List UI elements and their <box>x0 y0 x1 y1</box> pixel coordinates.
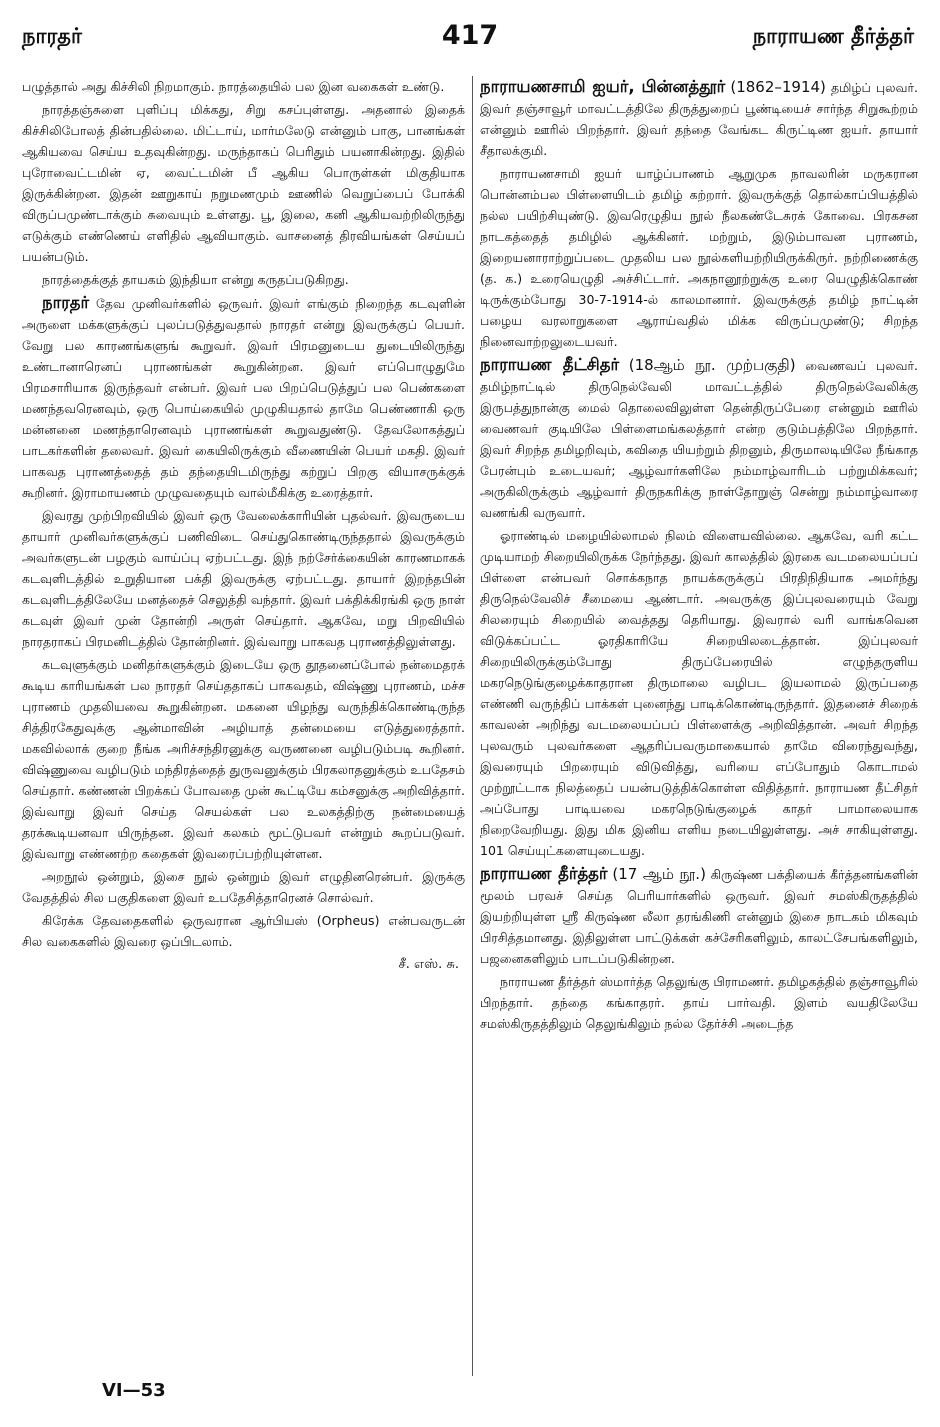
page-number: 417 <box>441 20 499 51</box>
entry-heading: நாராயண தீட்சிதர் <box>480 355 620 374</box>
entry-dates: (18ஆம் நூ. முற்பகுதி) <box>628 356 796 374</box>
entry-narayana-tirthar <box>480 863 918 1034</box>
entry-dates: (1862–1914) <box>730 78 826 96</box>
paragraph: இவரது முற்பிறவியில் இவர் ஒரு வேலைக்காரியின் புதல்வர். இவருடைய தாயார் முனிவர்களுக்குப் பணிவிடை செய்துகொண்டிருந்ததால் இவருக்கும் அவர்களுடன் பழகும் வாய்ப்பு ஏற்பட்டது. இந் நற்சேர்க்கையின் காரணமாகக் கடவுளிடத்தில் உறுதியான பக்தி இவருக்கு ஏற்பட்டது. தாயார் இறந்தபின் கடவுளிடத்திலேயே மனத்தைச் செலுத்தி வந்தார். இவர் பக்திக்கிரங்கி ஒரு நாள் கடவுள் இவர் முன் தோன்றி அருள் செய்தார். ஆகவே, மறு பிறவியில் நாரதராகப் பிரமனிடத்தில் தோன்றினர். இவ்வாறு பாகவத புராணத்திலுள்ளது. <box>22 508 465 649</box>
paragraph: ஓராண்டில் மழையில்லாமல் நிலம் விளையவில்லை. ஆகவே, வரி கட்ட முடியாமற் சிறையிலிருக்க நேர்ந்தது. இவர் காலத்தில் இரகை வடமலையப்பப் பிள்ளை என்பவர் சொக்கநாத நாயக்கருக்குப் பிரதிநிதியாக அமர்ந்து திருநெல்வேலிச் சீமையை ஆண்டார். அவருக்கு இப்புலவரையும் வேறு சிலரையும் சிறையில் வைத்தது தெரியாது. இவரால் வரி வாங்கவென விடுக்கப்பட்ட ஓரதிகாரியே சிறையிலடைத்தான். இப்புலவர் சிறையிலிருக்கும்போது திருப்பேரையில் எழுந்தருளிய மகரநெடுங்குழைக்காதரான திருமாலை வழிபட இயலாமல் இருப்பதை எண்ணி வருந்திப் பாக்கள் புனைந்து பாடிக்கொண்டிருந்தார். இதனைச் சிறைக் காவலன் அறிந்து வடமலையப்பப் பிள்ளைக்கு அறிவித்தான். அவர் சிறந்த புலவரும் புலவர்களை ஆதரிப்பவருமாகையால் தாமே விரைந்துவந்து, இவரையும் பிறரையும் விடுவித்து, வரியை எப்போதும் கொடாமல் முற்றூட்டாக நிலத்தைப் பயன்படுத்திக்கொள்ள விதித்தார். நாராயண தீட்சிதர் அப்போது பாடியவை மகரநெடுங்குழைக் காதர் பாமாலையாக நிறைவேறியது. இது மிக இனிய எளிய நடையிலுள்ளது. அச் சாகியுள்ளது. 101 செய்யுட்களையுடையது. <box>480 528 918 858</box>
entry-text: வைணவப் புலவர். தமிழ்நாட்டில் திருநெல்வேலி மாவட்டத்தில் திருநெல்வேலிக்கு இருபத்துநான்கு மைல் தொலைவிலுள்ள தென்திருப்பேரை என்னும் ஊரில் வைணவர் குடியிலே பிள்ளைமங்கலத்தார் என்ற குடும்பத்திலே பிறந்தார். இவர் சிறந்த தமிழறிவும், கவிதை யியற்றும் திறனும், திருமாலடியிலே நீங்காத பேரன்பும் உடையவர்; ஆழ்வார்களிலே நம்மாழ்வாரிடம் பற்றுமிக்கவர்; அருகிலிருக்கும் ஆழ்வார் திருநகரிக்கு நாள்தோறுஞ் சென்று நம்மாழ்வாரை வணங்கி வருவார். <box>480 358 918 520</box>
right-column <box>480 76 918 1386</box>
entry-narayanasami-iyer <box>480 76 918 352</box>
entry-text: தேவ முனிவர்களில் ஒருவர். இவர் எங்கும் நிறைந்த கடவுளின் அருளை மக்களுக்குப் புலப்படுத்துவதால் நாரதர் என்று இவருக்குப் பெயர். வேறு பல காரணங்களுங் கூறுவர். இவர் பிரமனுடைய துடையிலிருந்து உண்டானாரெனப் புராணங்கள் கூறுகின்றன. இவர் எப்பொழுதுமே பிரமசாரியாக இருந்தவர் என்பர். இவர் பல பிறப்பெடுத்துப் பல பெண்களை மணந்தவரெனவும், ஒரு பொய்கையில் முழுகியதால் தாமே பெண்ணாகி ஒரு மன்னனை மணந்தாரெனவும் புராணங்கள் கூறுவதுண்டு. தேவலோகத்துப் பாடகர்களின் தலைவர். இவர் கையிலிருக்கும் வீணையின் பெயர் மகதி. இவர் பாகவத புராணத்தைத் தம் தந்தையிடமிருந்து கற்றுப் பிறகு வியாசருக்குக் கூறினர். இராமாயணம் முழுவதையும் வால்மீகிக்கு உரைத்தார். <box>22 296 465 500</box>
entry-paragraph <box>22 292 465 503</box>
entry-heading: நாராயணசாமி ஐயர், பின்னத்தூர் <box>480 77 726 96</box>
left-column <box>22 76 465 1386</box>
entry-paragraph <box>480 863 918 969</box>
author-signature: சீ. எஸ். சு. <box>398 957 459 972</box>
paragraph: கிரேக்க தேவதைகளில் ஒருவரான ஆர்பியஸ் (Orpheus) என்பவருடன் சில வகைகளில் இவரை ஒப்பிடலாம். <box>22 913 465 949</box>
paragraph: நாரத்தஞ்சுளை புளிப்பு மிக்கது, சிறு கசப்புள்ளது. அதனால் இதைக் கிச்சிலிபோலத் தின்பதில்லை. மிட்டாய், மார்மலேடு என்னும் பாகு, பானங்கள் ஆகியவை செய்ய உதவுகின்றது. மருந்தாகப் பெரிதும் பயனாகின்றது. இதில் புரோவைட்டமின் ஏ, வைட்டமின் பீ ஆகிய பொருள்கள் மிகுதியாக இருக்கின்றன. இதன் ஊறுகாய் நறுமணமும் ஊணில் வெறுப்பைப் போக்கி விருப்பமுண்டாக்கும் சுவையும் உள்ளது. பூ, இலை, கனி ஆகியவற்றிலிருந்து எடுக்கும் எண்ணெய் எளிதில் ஆவியாகும். வாசனைத் திரவியங்கள் செய்யப் பயன்படும். <box>22 102 465 264</box>
volume-page-mark: VI—53 <box>102 1380 166 1401</box>
entry-paragraph <box>480 354 918 523</box>
running-head-right: நாராயண தீர்த்தர் <box>752 24 914 48</box>
entry-paragraph <box>480 76 918 161</box>
entry-dates: (17 ஆம் நூ.) <box>612 865 706 883</box>
column-divider <box>472 76 473 1376</box>
entry-text: தமிழ்ப் புலவர். இவர் தஞ்சாவூர் மாவட்டத்திலே திருத்துறைப் பூண்டியைச் சார்ந்த சிறுகூற்றம் என்னும் ஊரில் பிறந்தார். இவர் தந்தை வேங்கட கிருட்டிண ஐயர். தாயார் சீதாலக்குமி. <box>480 80 918 158</box>
paragraph: கடவுளுக்கும் மனிதர்களுக்கும் இடையே ஒரு தூதனைப்போல் நன்மைதரக் கூடிய காரியங்கள் பல நாரதர் செய்ததாகப் பாகவதம், விஷ்ணு புராணம், மச்ச புராணம் முதலியவை கூறுகின்றன. மகனை யிழந்து வருந்திக்கொண்டிருந்த சித்திரகேதுவுக்கு ஆன்மாவின் அழியாத் தன்மையை எடுத்துரைத்தார். மகவில்லாக் குறை நீங்க அரிச்சந்திரனுக்கு வருணனை வழிபடும்படி கூறினர். விஷ்ணுவை வழிபடும் மந்திரத்தைத் துருவனுக்கும் பிரகலாதனுக்கும் உபதேசம் செய்தார். கண்ணன் பிறக்கப் போவதை முன் கூட்டியே கம்சனுக்கு அறிவித்தார். இவ்வாறு இவர் செய்த செயல்கள் பல உலகத்திற்கு நன்மையைத் தரக்கூடியனவா யிருந்தன. இவர் கலகம் மூட்டுபவர் என்றும் கூறப்படுவர். இவ்வாறு எண்ணற்ற கதைகள் இவரைப்பற்றியுள்ளன. <box>22 657 465 861</box>
entry-heading: நாரதர் <box>42 293 90 312</box>
entry-narathar <box>22 292 465 975</box>
running-head-left: நாரதர் <box>22 24 82 48</box>
paragraph: நாராயண தீர்த்தர் ஸ்மார்த்த தெலுங்கு பிராமணர். தமிழகத்தில் தஞ்சாவூரில் பிறந்தார். தந்தை கங்காதரர். தாய் பார்வதி. இளம் வயதிலேயே சமஸ்கிருதத்திலும் தெலுங்கிலும் நல்ல தேர்ச்சி அடைந்த <box>480 974 918 1031</box>
entry-heading: நாராயண தீர்த்தர் <box>480 864 608 883</box>
paragraph: நாராயணசாமி ஐயர் யாழ்ப்பாணம் ஆறுமுக நாவலரின் மருகரான பொன்னம்பல பிள்ளையிடம் தமிழ் கற்றார். இவருக்குத் தொல்காப்பியத்தில் நல்ல பயிற்சியுண்டு. இவரெழுதிய நூல் நீலகண்டேசுரக் கோவை. பிரகசன நாடகத்தைத் தமிழில் ஆக்கினர். மற்றும், இடும்பாவன புராணம், இறையனாராற்றுப்படை முதலிய பல நூல்களியற்றியிருக்கிருர். நற்றிணைக்கு (த. க.) உரையெழுதி அச்சிட்டார். அகநானூற்றுக்கு உரை யெழுதிக்கொண் டிருக்கும்போது 30-7-1914-ல் காலமானார். இவருக்குத் தமிழ் நாட்டின் பழைய வரலாறுகளை ஆராய்வதில் மிக்க விருப்பமுண்டு; சிறந்த நினைவாற்றலுடையவர். <box>480 166 918 349</box>
entry-narayana-dikshitar <box>480 354 918 861</box>
paragraph: அறநூல் ஒன்றும், இசை நூல் ஒன்றும் இவர் எழுதினரென்பர். இருக்கு வேதத்தில் சில பகுதிகளை இவர் உபதேசித்தாரெனச் சொல்வர். <box>22 869 465 905</box>
paragraph: நாரத்தைக்குத் தாயகம் இந்தியா என்று கருதப்படுகிறது. <box>42 272 349 287</box>
entry-text: கிருஷ்ண பக்தியைக் கீர்த்தனங்களின் மூலம் பரவச் செய்த பெரியார்களில் ஒருவர். இவர் சமஸ்கிருதத்தில் இயற்றியுள்ள ஸ்ரீ கிருஷ்ண லீலா தரங்கிணி என்னும் இசை நாடகம் மிகவும் பிரசித்தமானது. இதிலுள்ள பாட்டுக்கள் கச்சேரிகளிலும், காலட்சேபங்களிலும், பஜனைகளிலும் பாடப்படுகின்றன. <box>480 867 918 966</box>
paragraph: பழுத்தால் அது கிச்சிலி நிறமாகும். நாரத்தையில் பல இன வகைகள் உண்டு. <box>22 79 445 94</box>
